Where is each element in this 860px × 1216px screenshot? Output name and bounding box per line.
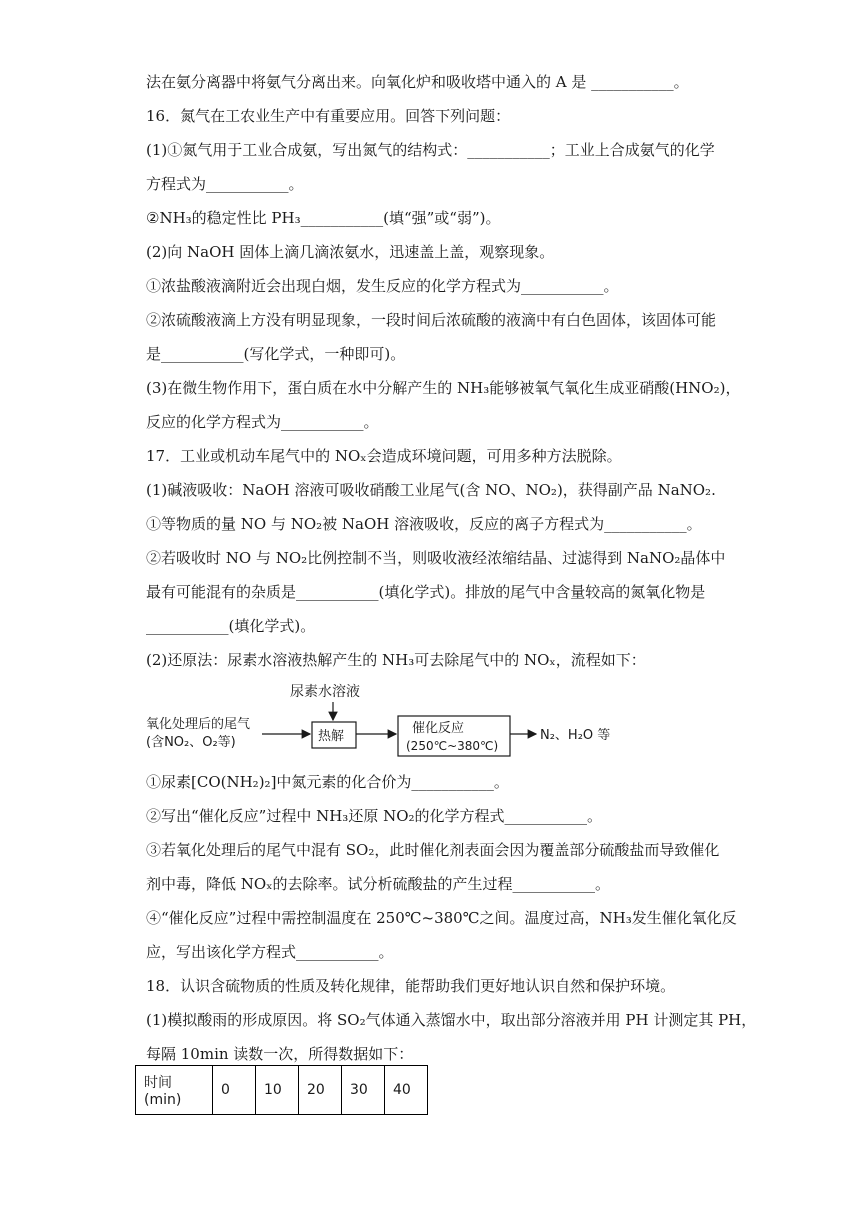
text-line: ①尿素[CO(NH₂)₂]中氮元素的化合价为___________。 (146, 773, 509, 791)
text-line: ①浓盐酸液滴附近会出现白烟，发生反应的化学方程式为___________。 (146, 277, 619, 295)
text-line: ②若吸收时 NO 与 NO₂比例控制不当，则吸收液经浓缩结晶、过滤得到 NaNO₂晶体中 (146, 549, 726, 567)
table-cell: 40 (385, 1066, 428, 1115)
flow-box2-line1: 催化反应 (412, 721, 465, 736)
text-line: 方程式为___________。 (146, 175, 304, 193)
table-cell: 10 (256, 1066, 299, 1115)
table-header-cell: 时间(min) (136, 1066, 213, 1115)
text-line: (3)在微生物作用下，蛋白质在水中分解产生的 NH₃能够被氧气氧化生成亚硝酸(HNO₂)， (146, 379, 741, 397)
text-line: (2)向 NaOH 固体上滴几滴浓氨水，迅速盖上盖，观察现象。 (146, 243, 555, 261)
ph-data-table (135, 1065, 428, 1115)
question-17-heading: 17．工业或机动车尾气中的 NOₓ会造成环境问题，可用多种方法脱除。 (146, 447, 622, 465)
text-line: ①等物质的量 NO 与 NO₂被 NaOH 溶液吸收，反应的离子方程式为___________。 (146, 515, 702, 533)
table-row (136, 1066, 428, 1115)
question-18-heading: 18．认识含硫物质的性质及转化规律，能帮助我们更好地认识自然和保护环境。 (146, 977, 676, 995)
text-line: 剂中毒，降低 NOₓ的去除率。试分析硫酸盐的产生过程___________。 (146, 875, 611, 893)
text-line: ②浓硫酸液滴上方没有明显现象，一段时间后浓硫酸的液滴中有白色固体，该固体可能 (146, 311, 717, 329)
flow-input-line1: 氧化处理后的尾气 (146, 717, 251, 732)
text-line: 最有可能混有的杂质是___________(填化学式)。排放的尾气中含量较高的氮氧化物是 (146, 583, 706, 601)
text-line: 反应的化学方程式为___________。 (146, 413, 379, 431)
text-line: ④“催化反应”过程中需控制温度在 250℃~380℃之间。温度过高，NH₃发生催化氧化反 (146, 909, 737, 927)
text-line: ②写出“催化反应”过程中 NH₃还原 NO₂的化学方程式___________。 (146, 807, 603, 825)
question-16-heading: 16．氮气在工农业生产中有重要应用。回答下列问题： (146, 107, 511, 125)
text-line: 是___________(写化学式，一种即可)。 (146, 345, 406, 363)
flow-box1-label: 热解 (318, 729, 345, 744)
text-line: 应，写出该化学方程式___________。 (146, 943, 394, 961)
table-cell: 30 (342, 1066, 385, 1115)
text-line: ___________(填化学式)。 (146, 617, 316, 635)
flow-output: N₂、H₂O 等 (540, 728, 611, 743)
text-line: 每隔 10min 读数一次，所得数据如下： (146, 1045, 414, 1063)
text-line: ③若氧化处理后的尾气中混有 SO₂，此时催化剂表面会因为覆盖部分硫酸盐而导致催化 (146, 841, 720, 859)
text-line: ②NH₃的稳定性比 PH₃___________(填“强”或“弱”)。 (146, 209, 501, 227)
text-line: (1)碱液吸收：NaOH 溶液可吸收硝酸工业尾气(含 NO、NO₂)，获得副产品 NaNO₂. (146, 481, 716, 499)
text-line: (1)模拟酸雨的形成原因。将 SO₂气体通入蒸馏水中，取出部分溶液并用 PH 计测定其 PH， (146, 1011, 757, 1029)
table-cell: 20 (299, 1066, 342, 1115)
flow-box2-line2: (250℃~380℃) (406, 739, 499, 753)
text-line: (2)还原法：尿素水溶液热解产生的 NH₃可去除尾气中的 NOₓ，流程如下： (146, 651, 646, 669)
text-line: 法在氨分离器中将氨气分离出来。向氧化炉和吸收塔中通入的 A 是 ___________。 (146, 73, 689, 91)
process-flow-diagram (140, 678, 620, 758)
flow-top-label: 尿素水溶液 (290, 684, 360, 700)
text-line: (1)①氮气用于工业合成氨，写出氮气的结构式：___________；工业上合成氨气的化学 (146, 141, 715, 159)
table-cell: 0 (213, 1066, 256, 1115)
flow-input-line2: (含NO₂、O₂等) (146, 735, 236, 750)
